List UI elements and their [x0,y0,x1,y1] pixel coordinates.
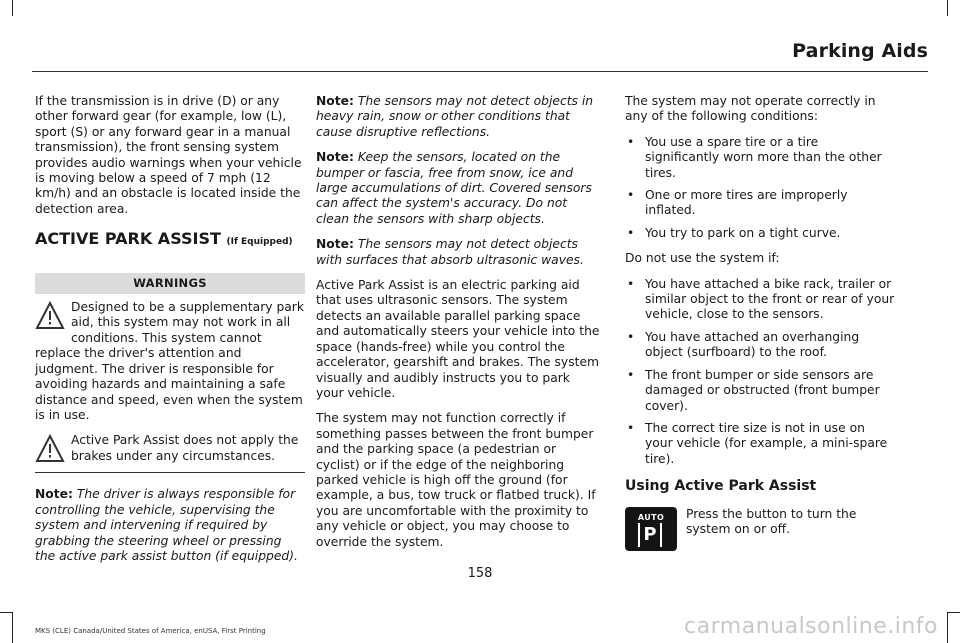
list-item: • You have attached an overhanging object (surfboard) to the roof. [625,330,895,361]
crop-mark-bottom-right-v [947,612,948,643]
note-paragraph [316,237,601,268]
button-auto-label: AUTO [637,512,665,522]
note-paragraph [316,94,601,140]
page-number: 158 [467,566,493,581]
section-title: ACTIVE PARK ASSIST [35,229,221,249]
watermark: carmanualsonline.info [684,614,938,639]
list-item: • The correct tire size is not in use on your vehicle (for example, a mini-spare tire). [625,421,895,467]
button-instruction-text: Press the button to turn the system on or off. [686,506,857,536]
warning-item [35,433,305,464]
crop-mark-top-right [947,0,948,16]
warning-triangle-icon [35,301,65,331]
list-item: • You have attached a bike rack, trailer or similar object to the front or rear of your vehicle, close to the sensors. [625,277,895,323]
intro-paragraph: If the transmission is in drive (D) or any other forward gear (for example, low (L), sport (S) or any forward gear in a manual transmission), the front sensing system provides audio warnings when your vehicle is moving below a speed of 7 mph (12 km/h) and an obstacle is located inside the detection area. [35,94,302,216]
crop-mark-bottom-left-h [0,612,12,613]
column-1 [35,94,305,574]
list-item: • The front bumper or side sensors are damaged or obstructed (front bumper cover). [625,368,895,414]
list-item: • You use a spare tire or a tire significantly worn more than the other tires. [625,135,895,181]
warning-item [35,300,305,423]
section-heading [35,231,305,250]
list-item: • You try to park on a tight curve. [625,226,895,241]
warning-text: Designed to be a supplementary park aid, this system may not work in all conditions. This system cannot replace the driver's attention and judgment. The driver is responsible for avoiding hazards and maintaining a safe distance and speed, even when the system is in use. [35,300,304,422]
warning-triangle-icon [35,434,65,464]
donot-intro: Do not use the system if: [625,251,780,266]
note-text: The driver is always responsible for controlling the vehicle, supervising the system and intervening if required by grabbing the steering wheel or pressing the active park assist button (if equipped). [35,487,298,563]
note-label: Note: [316,94,354,108]
note-text: The sensors may not detect objects with surfaces that absorb ultrasonic waves. [316,237,584,267]
auto-park-button-icon [625,507,677,551]
column-3 [625,94,895,557]
button-instruction [625,507,895,557]
crop-mark-bottom-left-v [12,612,13,643]
note-text: The sensors may not detect objects in heavy rain, snow or other conditions that cause disruptive reflections. [316,94,594,139]
note-label: Note: [316,237,354,252]
list-item: • One or more tires are improperly inflated. [625,188,895,219]
body-paragraph: The system may not function correctly if something passes between the front bumper and the parking space (a pedestrian or cyclist) or if the edge of the neighboring parked vehicle is high off the ground (for example, a bus, tow truck or flatbed truck). If you are uncomfortable with the proximity to any vehicle or object, you may choose to override the system. [316,411,596,549]
warning-text: Active Park Assist does not apply the brakes under any circumstances. [71,433,299,463]
column-2 [316,94,601,560]
conditions-list [625,135,895,241]
note-label: Note: [316,150,354,165]
warnings-divider [35,472,305,473]
using-heading: Using Active Park Assist [625,478,817,495]
crop-mark-bottom-right-h [948,612,960,613]
note-paragraph [316,150,601,227]
footer-doc-info: MKS (CLE) Canada/United States of America, enUSA, First Printing [35,627,266,635]
donot-list [625,277,895,467]
section-suffix: (If Equipped) [226,237,293,248]
crop-mark-top-left [12,0,13,16]
conditions-intro: The system may not operate correctly in any of the following conditions: [625,94,876,124]
page-title: Parking Aids [792,40,928,62]
warnings-bar: WARNINGS [35,273,305,294]
header-divider [32,71,928,72]
button-p-label: P [638,523,662,547]
note-text: Keep the sensors, located on the bumper or fascia, free from snow, ice and large accumulations of dirt. Covered sensors can affect the system's accuracy. Do not clean the sensors with sharp objects. [316,150,592,226]
note-paragraph [35,487,305,564]
body-paragraph: Active Park Assist is an electric parking aid that uses ultrasonic sensors. The system detects an available parallel parking space and automatically steers your vehicle into the space (hands-free) while you control the accelerator, gearshift and brakes. The system visually and audibly instructs you to park your vehicle. [316,278,600,400]
note-label: Note: [35,487,73,502]
